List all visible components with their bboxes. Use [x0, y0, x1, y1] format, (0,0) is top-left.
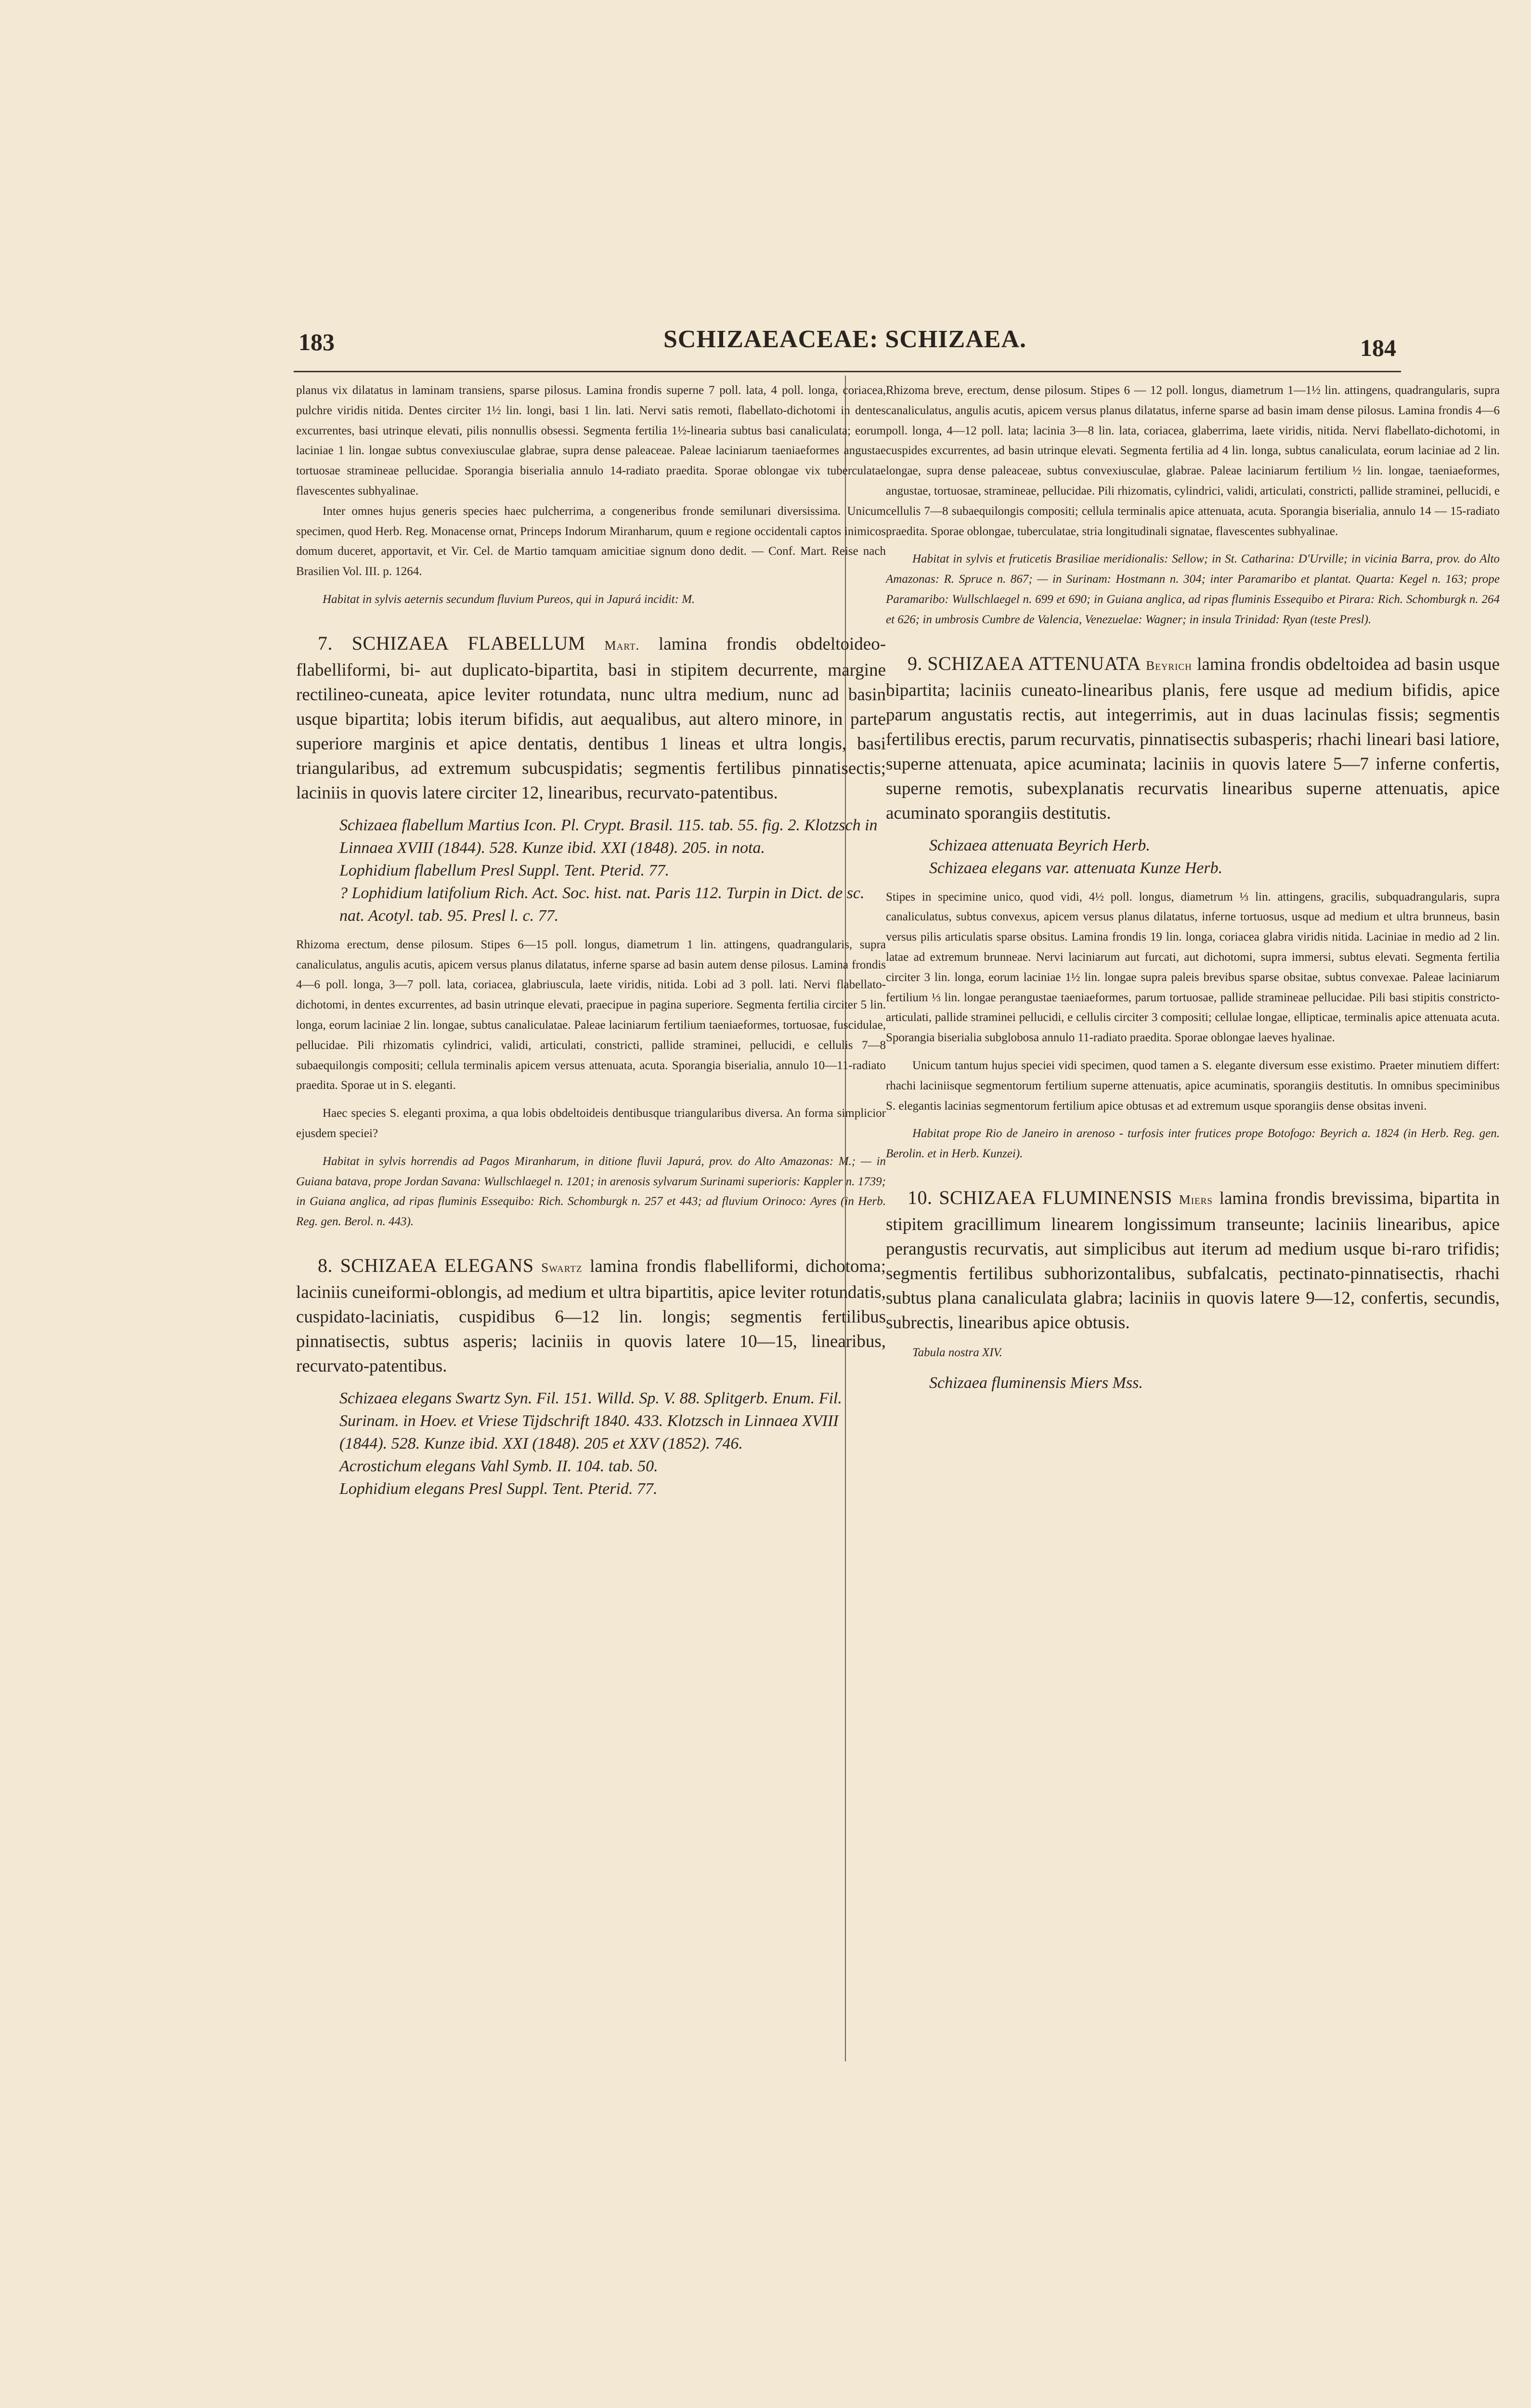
left-page-number: 183 — [298, 328, 335, 355]
species-7-habitat: Habitat in sylvis horrendis ad Pagos Miranharum, in ditione fluvii Japurá, prov. do Alto Amazonas: M.; — in Guiana batava, prope Jordan Savana: Wullschlaegel n. 1201; in arenosis sylvarum Surinami superioris: Kappler n. 1739; in Guiana anglica, ad ripas fluminis Essequibo: Rich. Schomburgk n. 257 et 443; ad fluvium Orinoco: Ayres (in Herb. Reg. gen. Berol. n. 443). — [296, 1154, 886, 1229]
species-8-synonym-1: Schizaea elegans Swartz Syn. Fil. 151. Willd. Sp. V. 88. Splitgerb. Enum. Fil. Surinam. in Hoev. et Vriese Tijdschrift 1840. 433. Klotzsch in Linnaea XVIII (1844). 528. Kunze ibid. XXI (1848). 205 et XXV (1852). 746. — [339, 1389, 842, 1453]
species-9-diagnosis — [886, 651, 1500, 825]
running-title: SCHIZAEACEAE: SCHIZAEA. — [663, 326, 1027, 353]
species-8-diagnosis-text: lamina frondis flabelliformi, dichotoma; laciniis cuneiformi-oblongis, ad medium et ultra bipartitis, apice leviter rotundatis, cuspidato-laciniatis, cuspidibus 6—12 lin. longis; segmentis fertilibus pinnatisectis, subtus asperis; laciniis in quovis latere 10—15, linearibus, recurvato-patentibus. — [296, 1256, 886, 1376]
species-9-number: 9. — [908, 652, 922, 674]
species-7-diagnosis-text: lamina frondis obdeltoideo-flabelliformi, bi- aut duplicato-bipartita, basi in stipitem decurrente, margine rectilineo-cuneata, apice leviter rotundata, nunc ultra medium, nunc ad basin usque bipartita; lobis iterum bifidis, aut aequalibus, aut altero minore, in parte superiore marginis et apice dentatis, dentibus 1 lineas et ultra longis, basi triangularibus, ad extremum subcuspidatis; segmentis fertilibus pinnatisectis; laciniis in quovis latere circiter 12, linearibus, recurvato-patentibus. — [296, 634, 886, 803]
header-rule — [294, 371, 1401, 372]
right-column — [886, 380, 1500, 1394]
species-7-author: Mart. — [604, 638, 640, 653]
species-7-note: Haec species S. eleganti proxima, a qua lobis obdeltoideis dentibusque triangularibus diversa. An forma simplicior ejusdem speciei? — [296, 1107, 886, 1140]
left-habitat-6: Habitat in sylvis aeternis secundum fluvium Pureos, qui in Japurá incidit: M. — [323, 592, 695, 606]
species-8-description: Rhizoma breve, erectum, dense pilosum. Stipes 6 — 12 poll. longus, diametrum 1—1½ lin. attingens, quadrangularis, supra canaliculatus, angulis acutis, apicem versus planus dilatatus, inferne sparse ad basin imam dense pilosus. Lamina frondis 4—6 poll. longa, 4—12 poll. lata; lacinia 3—8 lin. lata, coriacea, glaberrima, laete viridis, nitida. Nervi flabellato-dichotomi, in cuspides excurrentes, ad basin utrinque elevati. Segmenta fertilia ad 4 lin. longa, subtus canaliculata, eorum laciniae ad 2 lin. longae, supra dense paleaceae, subtus convexiusculae, glabrae. Paleae laciniarum fertilium ½ lin. longae, taeniaeformes, angustae, tortuosae, stramineae, pellucidae. Pili rhizomatis, cylindrici, validi, articulati, constricti, pallide straminei, pellucidi, e cellulis 7—8 subaequilongis compositi; cellula terminalis apice attenuata, acuta. Sporangia biserialia, annulo 14 — 15-radiato praedita. Sporae oblongae, tuberculatae, stria longitudinali signatae, flavescentes subhyalinae. — [886, 384, 1500, 538]
species-8-diagnosis — [296, 1253, 886, 1378]
species-9-name: SCHIZAEA ATTENUATA — [927, 652, 1141, 674]
species-9-note: Unicum tantum hujus speciei vidi specimen, quod tamen a S. elegante diversum esse existimo. Praeter minutiem differt: rhachi laciniisque segmentorum fertilium superne attenuatis, apice acuminatis, sporangiis destitutis. In omnibus speciminibus S. elegantis lacinias segmentorum fertilium apice obtusas et ad extremum usque sporangiis dense obsitas inveni. — [886, 1059, 1500, 1112]
species-7-synonym-3: ? Lophidium latifolium Rich. Act. Soc. hist. nat. Paris 112. Turpin in Dict. de sc. nat. Acotyl. tab. 95. Presl l. c. 77. — [339, 884, 865, 925]
species-9-description: Stipes in specimine unico, quod vidi, 4½ poll. longus, diametrum ⅓ lin. attingens, gracilis, subquadrangularis, supra canaliculatus, subtus convexus, apicem versus planus dilatatus, inferne tortuosus, usque ad medium et ultra brunneus, basin versus pilis articulatis sparse obsitus. Lamina frondis 19 lin. longa, coriacea glabra viridis nitida. Laciniae in medio ad 2 lin. latae ad extremum brunneae. Nervi laciniarum aut furcati, aut dichotomi, supra immersi, subtus elevati. Segmenta fertilia circiter 3 lin. longa, eorum laciniae 1½ lin. longae supra paleis brevibus sparse obsitae, subtus convexae. Paleae laciniarum fertilium ⅓ lin. longae perangustae taeniaeformes, parum tortuosae, pallide stramineae pellucidae. Pili basi stipitis constricto-articulati, pallide straminei pellucidi, e cellulis circiter 3 compositi; cellulae longae, ellipticae, terminalis apice attenuata acuta. Sporangia biserialia subglobosa annulo 11-radiato praedita. Sporae oblongae laeves hyalinae. — [886, 890, 1500, 1045]
species-10-diagnosis-text: lamina frondis brevissima, bipartita in stipitem gracillimum linearem longissimum transeunte; laciniis linearibus, apice perangustis recurvatis, aut simplicibus aut iterum ad medium usque bi-raro trifidis; segmentis fertilibus subhorizontalibus, subfalcatis, pectinato-pinnatisectis, rhachi subtus plana canaliculata glabra; laciniis in quovis latere 9—12, confertis, secundis, subrectis, linearibus apice obtusis. — [886, 1188, 1500, 1333]
species-9-synonym-1: Schizaea attenuata Beyrich Herb. — [929, 836, 1150, 854]
species-7-synonym-2: Lophidium flabellum Presl Suppl. Tent. Pterid. 77. — [339, 861, 670, 879]
right-page-number: 184 — [1360, 334, 1396, 361]
species-10-synonym-1: Schizaea fluminensis Miers Mss. — [929, 1374, 1143, 1392]
species-8-habitat: Habitat in sylvis et fruticetis Brasiliae meridionalis: Sellow; in St. Catharina: D'Urville; in vicinia Barra, prov. do Alto Amazonas: R. Spruce n. 867; — in Surinam: Hostmann n. 304; inter Paramaribo et plantat. Quarta: Kegel n. 163; prope Paramaribo: Wullschlaegel n. 699 et 690; in Guiana anglica, ad ripas fluminis Essequibo et Pirara: Rich. Schomburgk n. 264 et 626; in umbrosis Cumbre de Valencia, Venezuelae: Wagner; in insula Trinidad: Ryan (teste Presl). — [886, 552, 1500, 626]
species-9-habitat: Habitat prope Rio de Janeiro in arenoso - turfosis inter frutices prope Botofogo: Beyrich a. 1824 (in Herb. Reg. gen. Berolin. et in Herb. Kunzei). — [886, 1127, 1500, 1161]
left-paragraph-1: planus vix dilatatus in laminam transiens, sparse pilosus. Lamina frondis superne 7 poll. lata, 4 poll. longa, coriacea, pulchre viridis nitida. Dentes circiter 1½ lin. longi, basi 1 lin. lati. Nervi satis remoti, flabellato-dichotomi in dentes excurrentes, basi utrinque elevati, pilis nonnullis obsessi. Segmenta fertilia 1½-linearia subtus basi canaliculata; eorum laciniae 1 lin. longae subtus convexiusculae glabrae, supra dense paleaceae. Paleae laciniarum taeniaeformes angustae tortuosae stramineae pellucidae. Sporangia biserialia annulo 14-radiato praedita. Sporae oblongae vix tuberculatae flavescentes subhyalinae. — [296, 384, 886, 497]
running-header — [294, 325, 1396, 364]
species-10-author: Miers — [1179, 1192, 1213, 1207]
species-7-number: 7. — [318, 632, 333, 654]
left-paragraph-2: Inter omnes hujus generis species haec pulcherrima, a congeneribus fronde semilunari diversissima. Unicum specimen, quod Herb. Reg. Monacense ornat, Princeps Indorum Miranharum, quum e regione occidentali captos inimicos domum duceret, apportavit, et Vir. Cel. de Martio tamquam amicitiae signum dono dedit. — Conf. Mart. Reise nach Brasilien Vol. III. p. 1264. — [296, 504, 886, 578]
species-9-author: Beyrich — [1146, 658, 1192, 673]
species-8-author: Swartz — [541, 1260, 583, 1275]
species-10-plate-reference: Tabula nostra XIV. — [912, 1346, 1002, 1359]
species-8-synonym-3: Lophidium elegans Presl Suppl. Tent. Pterid. 77. — [339, 1479, 658, 1498]
species-7-synonym-1: Schizaea flabellum Martius Icon. Pl. Crypt. Brasil. 115. tab. 55. fig. 2. Klotzsch in Linnaea XVIII (1844). 528. Kunze ibid. XXI (1848). 205. in nota. — [339, 816, 878, 857]
species-7-description: Rhizoma erectum, dense pilosum. Stipes 6—15 poll. longus, diametrum 1 lin. attingens, quadrangularis, supra canaliculatus, angulis acutis, apicem versus planus dilatatus, inferne sparse ad basin autem dense pilosus. Lamina frondis 4—6 poll. longa, 3—7 poll. lata, coriacea, glabriuscula, laete viridis, nitida. Lobi ad 3 poll. lati. Nervi flabellato-dichotomi, in dentes excurrentes, ad basin utrinque elevati, praecipue in pagina superiore. Segmenta fertilia circiter 5 lin. longa, eorum laciniae 2 lin. longae, subtus canaliculatae. Paleae laciniarum fertilium taeniaeformes, tortuosae, fuscidulae, pellucidae. Pili rhizomatis cylindrici, validi, articulati, constricti, pallide straminei, pellucidi, e cellulis 7—8 subaequilongis compositi; cellula terminalis apicem versus attenuata, acuta. Sporangia biserialia, annulo 10—11-radiato praedita. Sporae ut in S. eleganti. — [296, 938, 886, 1092]
species-10-name: SCHIZAEA FLUMINENSIS — [939, 1186, 1172, 1208]
species-10-diagnosis — [886, 1185, 1500, 1335]
species-8-name: SCHIZAEA ELEGANS — [340, 1254, 534, 1276]
species-7-diagnosis — [296, 631, 886, 805]
species-7-name: SCHIZAEA FLABELLUM — [351, 632, 585, 654]
species-10-number: 10. — [908, 1186, 933, 1208]
left-column — [296, 380, 886, 1500]
species-8-synonym-2: Acrostichum elegans Vahl Symb. II. 104. tab. 50. — [339, 1457, 658, 1475]
species-9-diagnosis-text: lamina frondis obdeltoidea ad basin usque bipartita; laciniis cuneato-linearibus planis, fere usque ad medium bifidis, apice parum angustatis rectis, aut integerrimis, aut in duas lacinulas fissis; segmentis fertilibus erectis, parum recurvatis, pinnatisectis subasperis; rhachi lineari basi latiore, superne attenuata, apice acuminata; laciniis in quovis latere 5—7 inferne confertis, superne remotis, subexplanatis recurvatis linearibus superne attenuatis, apice acuminato sporangiis destitutis. — [886, 654, 1500, 823]
species-9-synonym-2: Schizaea elegans var. attenuata Kunze Herb. — [929, 859, 1223, 877]
species-8-number: 8. — [318, 1254, 333, 1276]
